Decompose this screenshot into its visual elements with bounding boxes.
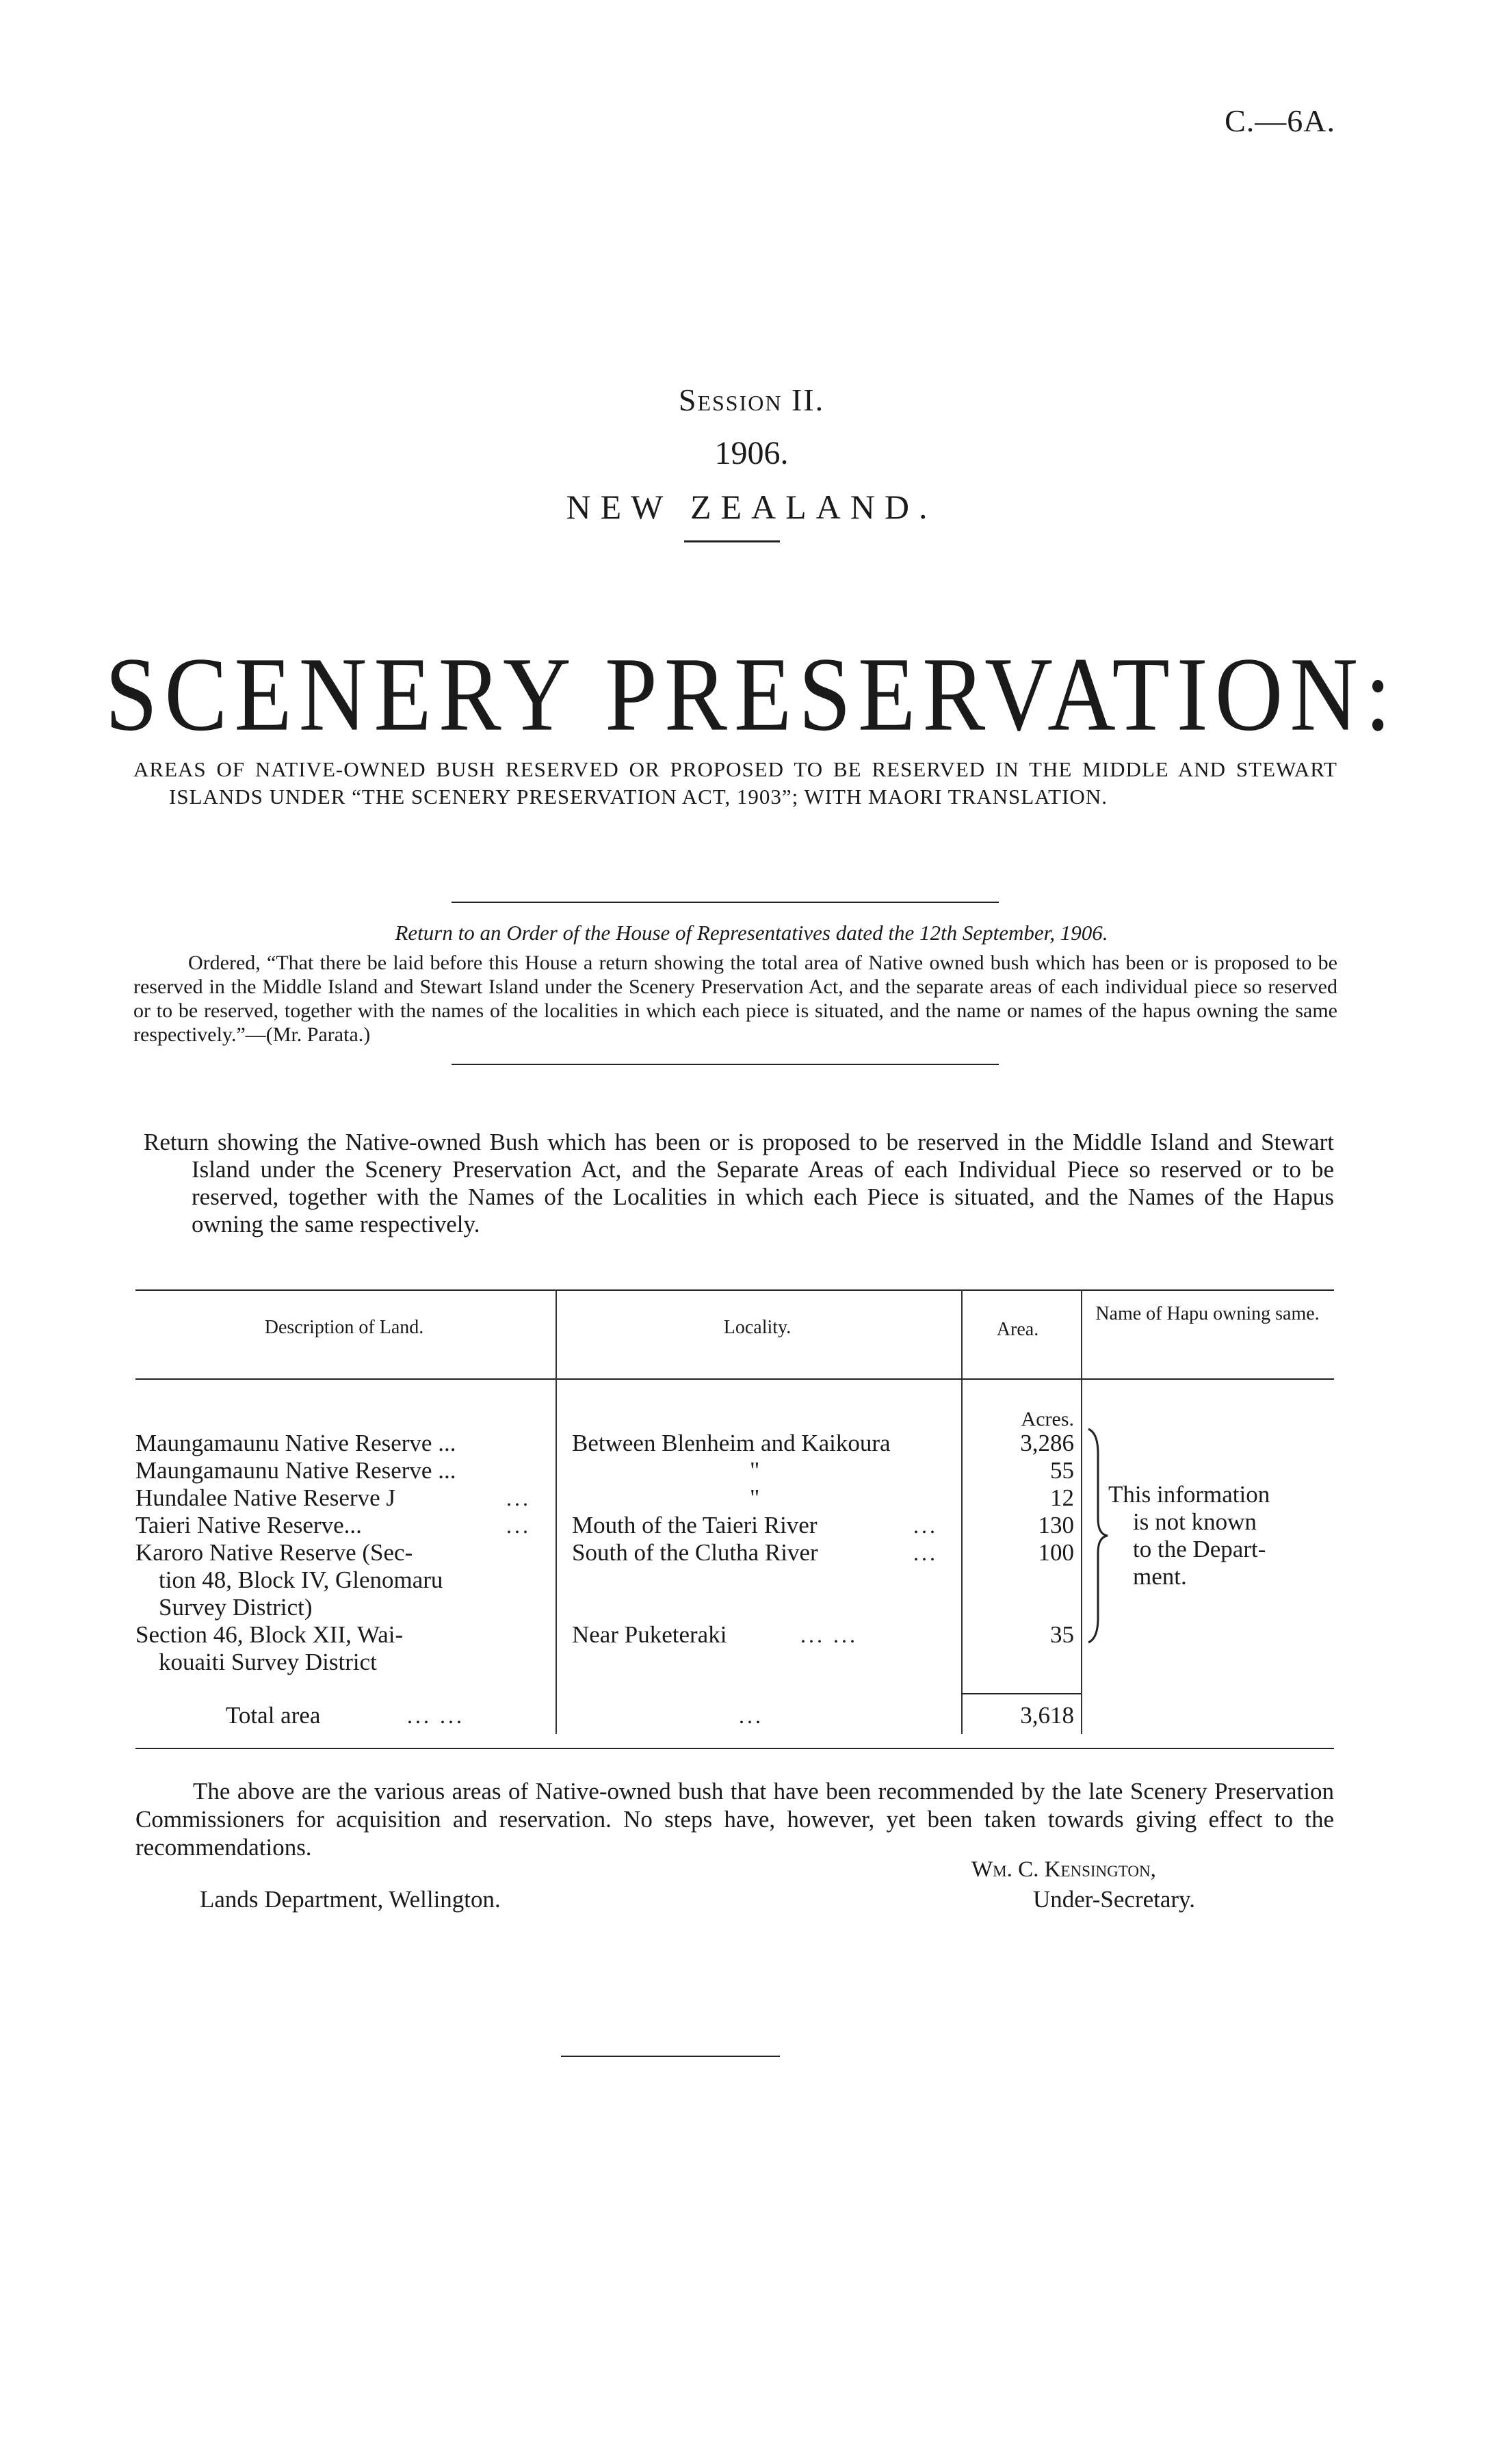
hapu-note-line-3: to the Depart- bbox=[1133, 1536, 1266, 1562]
area-unit: Acres. bbox=[1021, 1408, 1074, 1430]
hapu-note-line-1: This information bbox=[1108, 1481, 1270, 1508]
row-5-area: 100 bbox=[1038, 1539, 1074, 1566]
total-value: 3,618 bbox=[1020, 1702, 1074, 1729]
row-3-leader: ... bbox=[506, 1486, 531, 1510]
row-2-locality: " bbox=[750, 1457, 760, 1484]
header-description: Description of Land. bbox=[264, 1317, 424, 1338]
row-6-locality-leader: ... ... bbox=[800, 1623, 858, 1647]
header-divider bbox=[684, 540, 780, 542]
total-rule bbox=[961, 1693, 1081, 1694]
hapu-note-line-4: ment. bbox=[1133, 1563, 1187, 1590]
row-5-description-line-2: tion 48, Block IV, Glenomaru bbox=[159, 1567, 443, 1593]
row-4-locality: Mouth of the Taieri River bbox=[572, 1512, 818, 1538]
order-title: Return to an Order of the House of Representatives dated the 12th September, 1906. bbox=[395, 921, 1108, 945]
year-label: 1906. bbox=[714, 435, 789, 471]
row-5-description-line-3: Survey District) bbox=[159, 1594, 313, 1621]
column-divider-1 bbox=[556, 1289, 557, 1734]
row-5-locality-leader: ... bbox=[913, 1541, 938, 1565]
row-6-locality: Near Puketeraki bbox=[572, 1621, 727, 1648]
order-bottom-rule bbox=[452, 1064, 999, 1065]
signer-name: Wm. C. Kensington, bbox=[971, 1857, 1156, 1882]
row-3-description: Hundalee Native Reserve J bbox=[135, 1484, 395, 1511]
document-code: C.—6A. bbox=[1225, 103, 1335, 138]
signer-title: Under-Secretary. bbox=[1033, 1886, 1196, 1913]
total-label-leader: ... ... bbox=[407, 1703, 465, 1728]
end-rule bbox=[561, 2056, 780, 2057]
department: Lands Department, Wellington. bbox=[200, 1886, 501, 1913]
table-top-rule bbox=[135, 1289, 1334, 1291]
row-5-description: Karoro Native Reserve (Sec- bbox=[135, 1539, 413, 1566]
brace-icon bbox=[1084, 1426, 1112, 1645]
row-1-locality: Between Blenheim and Kaikoura bbox=[572, 1430, 891, 1456]
row-2-area: 55 bbox=[1050, 1457, 1074, 1484]
header-locality: Locality. bbox=[723, 1317, 792, 1338]
hapu-note-line-2: is not known bbox=[1133, 1508, 1257, 1535]
main-title: SCENERY PRESERVATION: bbox=[105, 635, 1398, 753]
country-label: NEW ZEALAND. bbox=[566, 488, 937, 526]
row-1-area: 3,286 bbox=[1020, 1430, 1074, 1456]
subtitle: AREAS OF NATIVE-OWNED BUSH RESERVED OR PROPOSED TO BE RESERVED IN THE MIDDLE AND STEWART ISLANDS UNDER “THE SCENERY PRESERVATION ACT, 1903”; WITH MAORI TRANSLATION. bbox=[133, 757, 1337, 809]
row-3-locality: " bbox=[750, 1484, 760, 1511]
total-label: Total area bbox=[226, 1702, 321, 1729]
session-label: Session II. bbox=[678, 382, 825, 417]
row-6-area: 35 bbox=[1050, 1621, 1074, 1648]
order-text: Ordered, “That there be laid before this House a return showing the total area of Native owned bush which has been or is proposed to be reserved in the Middle Island and Stewart Island under the Scenery Preservation Act, and the separate areas of each individual piece so reserved or to be reserved, together with the names of the localities in which each piece is situated, and the name or names of the hapus owning the same respectively.”—(Mr. Parata.) bbox=[133, 952, 1337, 1046]
header-hapu: Name of Hapu owning same. bbox=[1095, 1303, 1320, 1324]
row-4-leader: ... bbox=[506, 1513, 531, 1538]
header-bottom-rule bbox=[135, 1378, 1334, 1380]
hapu-note bbox=[1108, 1481, 1270, 1590]
total-locality-leader: ... bbox=[739, 1703, 763, 1728]
row-4-description: Taieri Native Reserve... bbox=[135, 1512, 362, 1538]
table-bottom-rule bbox=[135, 1748, 1334, 1749]
row-2-description: Maungamaunu Native Reserve ... bbox=[135, 1457, 456, 1484]
row-6-description: Section 46, Block XII, Wai- bbox=[135, 1621, 404, 1648]
order-top-rule bbox=[452, 902, 999, 903]
row-1-description: Maungamaunu Native Reserve ... bbox=[135, 1430, 456, 1456]
row-4-locality-leader: ... bbox=[913, 1513, 938, 1538]
column-divider-2 bbox=[961, 1289, 963, 1734]
row-4-area: 130 bbox=[1038, 1512, 1074, 1538]
column-divider-3 bbox=[1081, 1289, 1082, 1734]
header-area: Area. bbox=[996, 1319, 1039, 1340]
row-5-locality: South of the Clutha River bbox=[572, 1539, 818, 1566]
footer-text: The above are the various areas of Native-owned bush that have been recommended by the late Scenery Preservation Commissioners for acquisition and reservation. No steps have, however, yet been taken towards giving effect to the recommendations. bbox=[135, 1778, 1334, 1861]
return-heading: Return showing the Native-owned Bush which has been or is proposed to be reserved in the Middle Island and Stewart Island under the Scenery Preservation Act, and the Separate Areas of each Individual Piece so reserved or to be reserved, together with the Names of the Localities in which each Piece is situated, and the Names of the Hapus owning the same respectively. bbox=[144, 1129, 1334, 1237]
row-6-description-line-2: kouaiti Survey District bbox=[159, 1649, 377, 1675]
row-3-area: 12 bbox=[1050, 1484, 1074, 1511]
